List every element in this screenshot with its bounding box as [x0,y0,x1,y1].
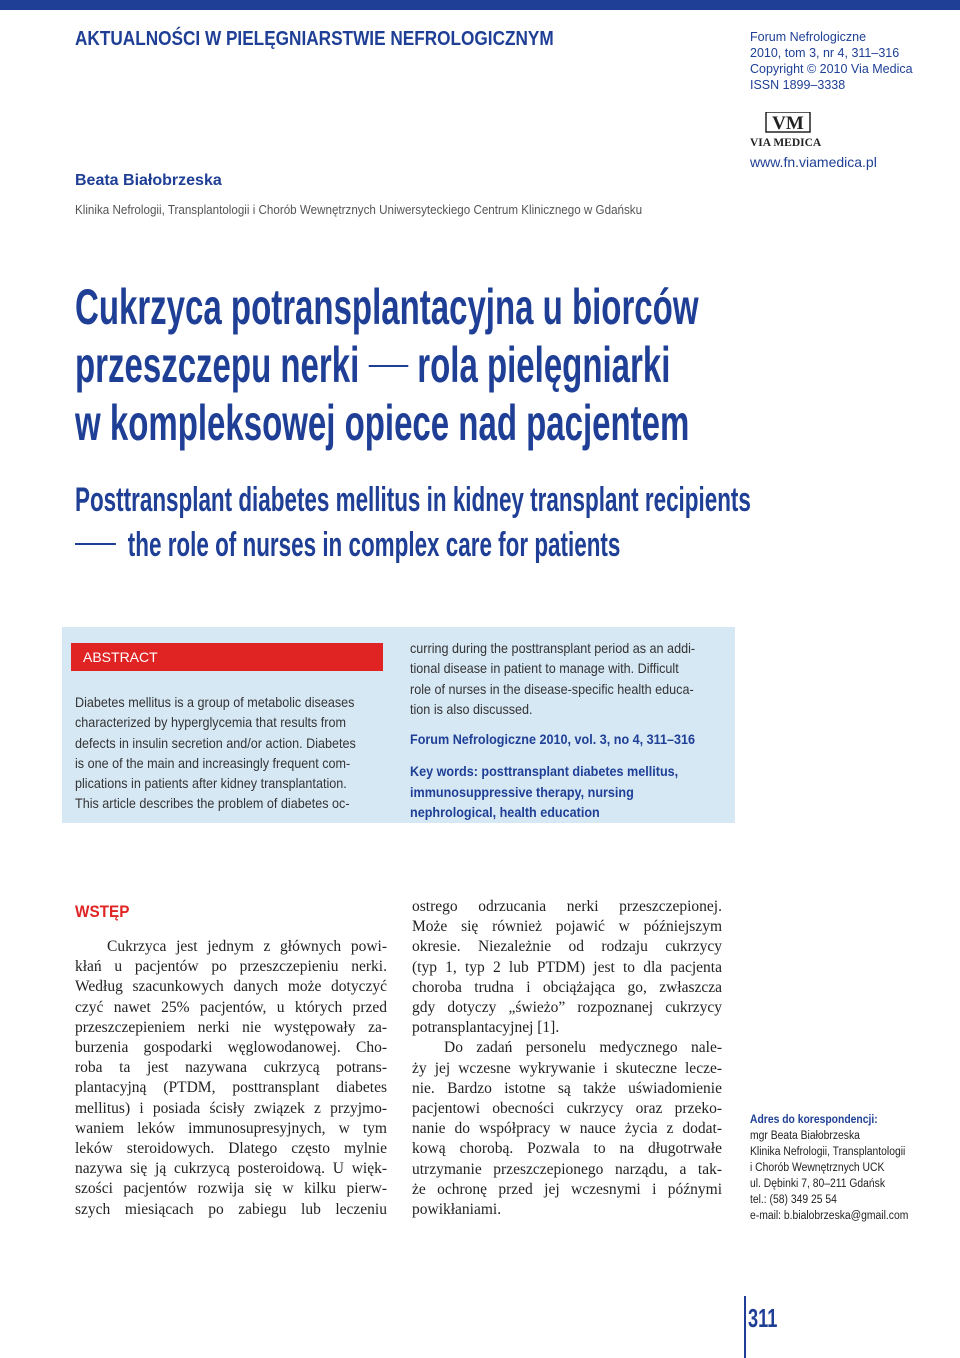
title-pl-line: przeszczepu nerki rola pielęgniarki [75,337,671,393]
author-affiliation: Klinika Nefrologii, Transplantologii i Chorób Wewnętrznych Uniwersyteckiego Centrum Klinicznego w Gdańsku [75,203,643,217]
abstract-keywords: Key words: posttransplant diabetes mellitus, immunosuppressive therapy, nursing nephrological, health education [410,763,679,821]
correspondence-email[interactable]: e-mail: b.bialobrzeska@gmail.com [750,1210,909,1222]
correspondence-address: Adres do korespondencji: mgr Beata Białobrzeska Klinika Nefrologii, Transplantologii i Chorób Wewnętrznych UCK ul. Dębinki 7, 80–211 Gdańsk tel.: (58) 349 25 54 e-mail: b.bialobrzeska@gmail.com [750,1114,909,1222]
title-dash [368,365,408,367]
abstract-text-col1: Diabetes mellitus is a group of metabolic diseases characterized by hyperglycemia that results from defects in insulin secretion and/or action. Diabetes is one of the main and increasingly frequent com- plications in patients after kidney transplantation. This article describes the problem of diabetes oc- [75,694,356,812]
author-name: Beata Białobrzeska [75,172,222,189]
logo-text: VIA MEDICA [750,137,822,149]
intro-text-middle: ostrego odrzucania nerki przeszczepionej. Może się również pojawić w późniejszym okresie. Niezależnie od rodzaju cukrzycy (typ 1, typ 2 lub PTDM) jest to dla pacjenta choroba trudna i obciążająca go, zwłaszcza gdy dotyczy „świeżo” rozpoznanej cukrzycy potransplantacyjnej [1]. Do zadań personelu medycznego nale- ży jej wczesne wykrywanie i skuteczne lecze- nie. Bardzo istotne są także uświadomienie pacjentowi obecności cukrzycy oraz przeko- nanie do współpracy w nauce życia z dodat- kową chorobą. Pozwala to na długotrwałe utrzymanie przeszczepionego narządu, a tak- że ochronę przed jej wczesnymi i późnymi powikłaniami. [412,898,722,1219]
issn: ISSN 1899–3338 [750,78,846,92]
intro-text-left: Cukrzyca jest jednym z głównych powi- kłań u pacjentów po przeszczepieniu nerki. Według szacunkowych danych może dotyczyć czyć nawet 25% pacjentów, u których przed przeszczepieniem nerki nie występowały za- burzenia gospodarki węglowodanowej. Cho- roba ta jest nazywana cukrzycą potrans- plantacyjną (PTDM, posttransplant diabetes mellitus) i posiada ścisły związek z przyjmo- waniem leków immunosupresyjnych, w tym leków steroidowych. Dlatego często mylnie nazywa się ją cukrzycą posteroidową. U więk- szości pacjentów rozwija się w kilku pierw- szych miesiącach po zabiegu lub leczeniu [75,938,387,1218]
title-en-line: the role of nurses in complex care for patients [75,523,751,568]
title-english [75,478,751,568]
journal-website[interactable]: www.fn.viamedica.pl [750,154,877,170]
journal-issue: 2010, tom 3, nr 4, 311–316 [750,46,900,60]
abstract-label: ABSTRACT [71,643,383,671]
logo-letters: VM [772,113,804,134]
section-title: AKTUALNOŚCI W PIELĘGNIARSTWIE NEFROLOGICZNYM [75,28,554,50]
page-number: 311 [748,1303,778,1333]
title-polish [75,278,699,452]
title-dash [75,543,116,545]
via-medica-logo [750,112,830,150]
copyright: Copyright © 2010 Via Medica [750,62,913,76]
title-pl-line: w kompleksowej opiece nad pacjentem [75,395,690,451]
abstract-text-col2: curring during the posttransplant period as an addi- tional disease in patient to manage with. Difficult role of nurses in the disease-specific health educa- tion is also discussed. Forum Nefrologiczne 2010, vol. 3, no 4, 311–316 Key words: posttransplant diabetes mellitus, immunosuppressive therapy, nursing nephrological, health education [410,638,725,822]
title-en-line: Posttransplant diabetes mellitus in kidney transplant recipients [75,481,751,519]
abstract-citation: Forum Nefrologiczne 2010, vol. 3, no 4, 311–316 [410,731,696,748]
title-pl-line: Cukrzyca potransplantacyjna u biorców [75,279,699,335]
journal-info [750,29,913,93]
page-number-rule [744,1296,746,1358]
journal-name: Forum Nefrologiczne [750,30,867,44]
correspondence-heading: Adres do korespondencji: [750,1114,878,1126]
top-color-bar [0,0,960,10]
intro-heading: WSTĘP [75,902,130,921]
